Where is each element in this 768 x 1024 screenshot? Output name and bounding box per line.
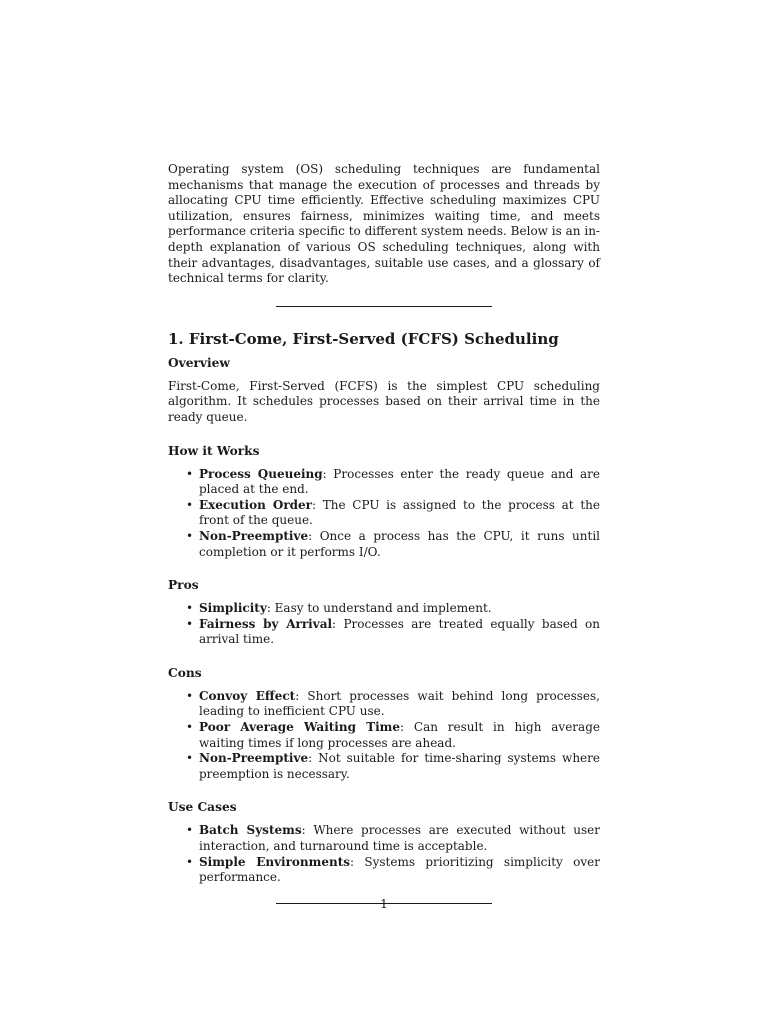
item-term: Fairness by Arrival — [199, 616, 333, 631]
item-term: Convoy Effect — [199, 688, 296, 703]
list-item — [168, 467, 600, 498]
bullet-icon: • — [186, 688, 194, 703]
item-term: Batch Systems — [199, 823, 302, 838]
bullet-icon: • — [186, 823, 194, 838]
item-text: : Easy to understand and implement. — [266, 601, 492, 616]
item-text: : Once a process has the CPU, it runs until completion or it performs I/O. — [199, 528, 600, 559]
item-term: Non-Preemptive — [199, 528, 309, 543]
bullet-icon: • — [186, 720, 194, 735]
item-term: Simplicity — [199, 601, 267, 616]
use-cases-heading: Use Cases — [168, 800, 237, 815]
list-item — [168, 823, 600, 854]
cons-list — [168, 689, 600, 783]
page-number: 1 — [380, 897, 388, 911]
cons-heading: Cons — [168, 665, 202, 680]
bullet-icon: • — [186, 528, 194, 543]
list-item — [168, 601, 600, 617]
overview-paragraph: First-Come, First-Served (FCFS) is the simplest CPU scheduling algorithm. It schedules processes based on their arrival time in the ready queue. — [168, 378, 600, 424]
item-term: Process Queueing — [199, 466, 323, 481]
item-term: Non-Preemptive — [199, 751, 309, 766]
item-text: : Systems prioritizing simplicity over performance. — [199, 854, 600, 885]
list-item — [168, 720, 600, 751]
item-term: Execution Order — [199, 497, 312, 512]
how-it-works-heading: How it Works — [168, 443, 260, 458]
item-text: : Processes are treated equally based on arrival time. — [199, 616, 600, 647]
list-item — [168, 751, 600, 782]
item-text: : The CPU is assigned to the process at the front of the queue. — [199, 497, 600, 528]
item-text: : Short processes wait behind long processes, leading to inefficient CPU use. — [199, 688, 600, 719]
bullet-icon: • — [186, 497, 194, 512]
overview-heading: Overview — [168, 355, 230, 370]
pros-heading: Pros — [168, 578, 199, 593]
how-it-works-list — [168, 467, 600, 561]
item-text: : Processes enter the ready queue and are placed at the end. — [199, 466, 600, 497]
use-cases-list — [168, 823, 600, 885]
intro-paragraph: Operating system (OS) scheduling techniques are fundamental mechanisms that manage the execution of processes and threads by allocating CPU time efficiently. Effective scheduling maximizes CPU utilization, ensures fairness, minimizes waiting time, and meets performance criteria specific to different system needs. Below is an in-depth explanation of various OS scheduling techniques, along with their advantages, disadvantages, suitable use cases, and a glossary of technical terms for clarity. — [168, 162, 600, 286]
item-text: : Where processes are executed without user interaction, and turnaround time is acceptable. — [199, 823, 600, 854]
bullet-icon: • — [186, 601, 194, 616]
list-item — [168, 498, 600, 529]
bullet-icon: • — [186, 854, 194, 869]
bullet-icon: • — [186, 466, 194, 481]
bullet-icon: • — [186, 751, 194, 766]
pros-list — [168, 601, 600, 648]
section-title: 1. First-Come, First-Served (FCFS) Scheduling — [168, 329, 559, 348]
list-item — [168, 617, 600, 648]
section-divider-top — [276, 306, 492, 307]
page-content — [168, 162, 600, 904]
list-item — [168, 855, 600, 886]
list-item — [168, 529, 600, 560]
item-text: : Can result in high average waiting times if long processes are ahead. — [199, 720, 600, 750]
item-text: : Not suitable for time-sharing systems where preemption is necessary. — [199, 751, 600, 781]
bullet-icon: • — [186, 616, 194, 631]
item-term: Simple Environments — [199, 854, 351, 869]
list-item — [168, 689, 600, 720]
item-term: Poor Average Waiting Time — [199, 720, 401, 735]
